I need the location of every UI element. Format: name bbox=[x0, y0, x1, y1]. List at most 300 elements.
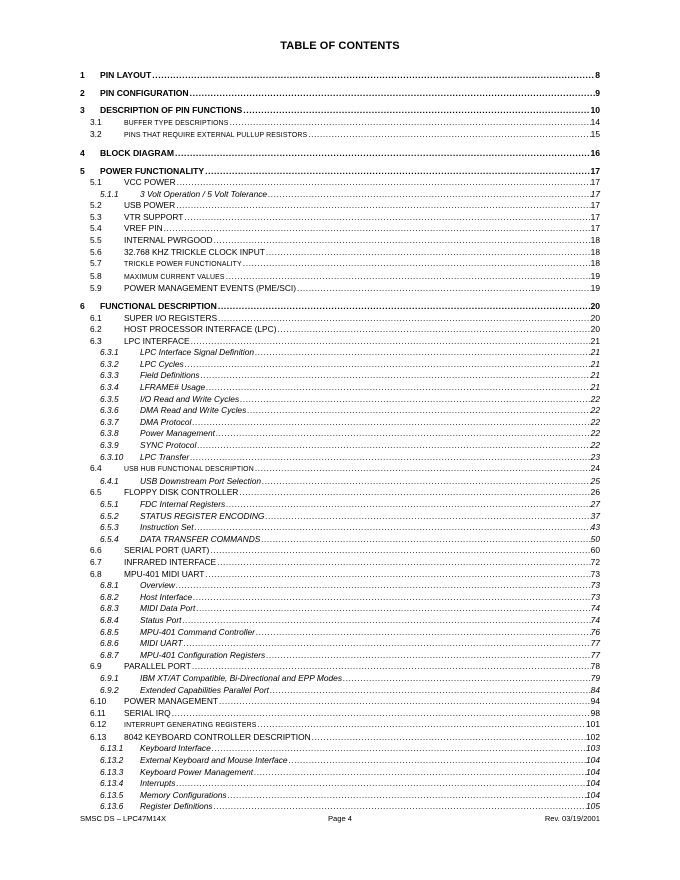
toc-entry-title: DMA Read and Write Cycles bbox=[140, 405, 247, 416]
toc-entry-title: Power Management bbox=[140, 428, 215, 439]
toc-entry-title: DESCRIPTION OF PIN FUNCTIONS bbox=[100, 105, 243, 116]
footer-document-id: SMSC DS – LPC47M14X bbox=[80, 814, 167, 823]
toc-dot-leader bbox=[215, 428, 591, 440]
toc-dot-leader bbox=[213, 235, 591, 247]
toc-entry[interactable] bbox=[80, 235, 600, 247]
toc-dot-leader bbox=[307, 129, 590, 141]
toc-entry-number: 6.3.6 bbox=[100, 405, 119, 416]
toc-entry-number: 5.2 bbox=[90, 200, 102, 211]
toc-entry-number: 6.13.6 bbox=[100, 801, 124, 812]
toc-entry[interactable] bbox=[80, 200, 600, 212]
toc-dot-leader bbox=[163, 223, 591, 235]
toc-entry-title: LPC Transfer bbox=[140, 451, 190, 462]
toc-entry[interactable] bbox=[80, 417, 600, 429]
toc-entry-page: 20 bbox=[590, 312, 600, 323]
toc-entry-page: 76 bbox=[590, 626, 600, 637]
toc-entry[interactable] bbox=[80, 487, 600, 499]
toc-dot-leader bbox=[269, 685, 591, 697]
toc-entry-title: DMA Protocol bbox=[140, 416, 192, 427]
toc-dot-leader bbox=[265, 650, 590, 662]
toc-entry[interactable] bbox=[80, 347, 600, 359]
toc-entry[interactable] bbox=[80, 177, 600, 189]
toc-entry[interactable] bbox=[80, 324, 600, 336]
toc-entry-number: 6.3 bbox=[90, 335, 102, 346]
toc-dot-leader bbox=[175, 580, 591, 592]
toc-entry-title: VTR SUPPORT bbox=[124, 211, 184, 222]
toc-entry[interactable] bbox=[80, 394, 600, 406]
toc-entry-title: Extended Capabilities Parallel Port bbox=[140, 684, 269, 695]
toc-dot-leader bbox=[296, 283, 591, 295]
toc-entry[interactable] bbox=[80, 580, 600, 592]
toc-entry-number: 6.3.5 bbox=[100, 393, 119, 404]
toc-dot-leader bbox=[257, 719, 587, 731]
toc-entry-title: Memory Configurations bbox=[140, 789, 227, 800]
toc-entry-number: 6.6 bbox=[90, 545, 102, 556]
toc-entry[interactable] bbox=[80, 790, 600, 802]
footer-page-number: Page 4 bbox=[327, 814, 353, 823]
toc-entry-title: MPU-401 Command Controller bbox=[140, 626, 255, 637]
toc-entry-number: 6.7 bbox=[90, 556, 102, 567]
toc-entry[interactable] bbox=[80, 313, 600, 325]
toc-entry-title: SYNC Protocol bbox=[140, 440, 197, 451]
toc-entry-number: 6.5 bbox=[90, 487, 102, 498]
toc-entry-page: 77 bbox=[590, 649, 600, 660]
toc-dot-leader bbox=[205, 382, 591, 394]
toc-entry-page: 17 bbox=[590, 188, 600, 199]
toc-entry[interactable] bbox=[80, 258, 600, 271]
toc-dot-leader bbox=[217, 313, 591, 325]
toc-entry-number: 6.1 bbox=[90, 312, 102, 323]
toc-entry[interactable] bbox=[80, 452, 600, 464]
toc-dot-leader bbox=[229, 117, 591, 129]
toc-entry[interactable] bbox=[80, 223, 600, 235]
toc-dot-leader bbox=[238, 487, 590, 499]
toc-entry-page: 94 bbox=[590, 696, 600, 707]
toc-entry[interactable] bbox=[80, 428, 600, 440]
toc-entry-title: Register Definitions bbox=[140, 801, 213, 812]
toc-entry-title: LPC INTERFACE bbox=[124, 335, 190, 346]
toc-entry-page: 73 bbox=[590, 591, 600, 602]
toc-entry-page: 19 bbox=[590, 283, 600, 294]
toc-dot-leader bbox=[183, 212, 590, 224]
toc-entry-number: 6.2 bbox=[90, 324, 102, 335]
toc-entry-page: 17 bbox=[590, 223, 600, 234]
toc-entry-title: INTERRUPT GENERATING REGISTERS bbox=[124, 722, 257, 730]
toc-entry[interactable] bbox=[80, 499, 600, 511]
toc-entry-page: 10 bbox=[590, 105, 600, 116]
toc-entry-title: TRICKLE POWER FUNCTIONALITY bbox=[124, 261, 242, 269]
toc-entry-number: 6.4 bbox=[90, 463, 102, 474]
toc-dot-leader bbox=[194, 522, 591, 534]
toc-entry-number: 5.1.1 bbox=[100, 188, 119, 199]
toc-entry[interactable] bbox=[80, 603, 600, 615]
toc-dot-leader bbox=[190, 336, 591, 348]
toc-entry[interactable] bbox=[80, 117, 600, 130]
toc-entry[interactable] bbox=[80, 148, 600, 159]
toc-dot-leader bbox=[192, 592, 591, 604]
toc-entry-page: 21 bbox=[590, 382, 600, 393]
toc-entry-page: 26 bbox=[590, 487, 600, 498]
toc-entry-number: 6.8 bbox=[90, 568, 102, 579]
toc-entry-title: IBM XT/AT Compatible, Bi-Directional and EPP Modes bbox=[140, 672, 343, 683]
toc-dot-leader bbox=[265, 247, 591, 259]
toc-entry-title: FDC Internal Registers bbox=[140, 499, 226, 509]
toc-entry-page: 24 bbox=[590, 463, 600, 474]
toc-entry[interactable] bbox=[80, 755, 600, 767]
toc-entry-page: 104 bbox=[586, 789, 600, 800]
toc-entry-page: 73 bbox=[590, 580, 600, 591]
toc-entry-number: 6.3.3 bbox=[100, 370, 119, 381]
toc-dot-leader bbox=[209, 545, 590, 557]
toc-entry-title: USB HUB FUNCTIONAL DESCRIPTION bbox=[124, 466, 254, 474]
toc-entry-number: 6.4.1 bbox=[100, 475, 119, 486]
toc-entry-title: I/O Read and Write Cycles bbox=[140, 393, 240, 404]
toc-entry-number: 6.9.1 bbox=[100, 672, 119, 683]
toc-entry-title: MPU-401 Configuration Registers bbox=[140, 649, 266, 660]
toc-entry-number: 6.13 bbox=[90, 731, 107, 742]
toc-entry[interactable] bbox=[80, 615, 600, 627]
toc-entry[interactable] bbox=[80, 166, 600, 177]
toc-entry[interactable] bbox=[80, 661, 600, 673]
toc-entry-number: 3 bbox=[80, 105, 85, 116]
toc-dot-leader bbox=[311, 732, 586, 744]
toc-entry-title: VREF PIN bbox=[124, 223, 163, 234]
toc-dot-leader bbox=[189, 88, 596, 99]
toc-entry-title: SUPER I/O REGISTERS bbox=[124, 312, 218, 323]
toc-dot-leader bbox=[191, 661, 591, 673]
toc-entry-page: 21 bbox=[590, 358, 600, 369]
toc-entry-page: 18 bbox=[590, 258, 600, 269]
toc-entry-number: 6.3.1 bbox=[100, 347, 119, 358]
toc-entry[interactable] bbox=[80, 767, 600, 779]
toc-entry-title: LFRAME# Usage bbox=[140, 382, 206, 393]
toc-dot-leader bbox=[183, 638, 591, 650]
toc-dot-leader bbox=[254, 463, 591, 475]
toc-entry[interactable] bbox=[80, 70, 600, 81]
toc-entry-page: 20 bbox=[590, 324, 600, 335]
toc-entry-page: 17 bbox=[590, 165, 600, 176]
toc-entry-page: 22 bbox=[590, 405, 600, 416]
toc-entry-page: 84 bbox=[590, 684, 600, 695]
toc-entry-title: LPC Cycles bbox=[140, 358, 184, 369]
toc-entry[interactable] bbox=[80, 129, 600, 142]
toc-dot-leader bbox=[189, 452, 590, 464]
toc-entry-number: 6.13.3 bbox=[100, 766, 124, 777]
toc-entry-title: Field Definitions bbox=[140, 370, 200, 381]
toc-dot-leader bbox=[175, 778, 586, 790]
toc-dot-leader bbox=[253, 767, 586, 779]
toc-dot-leader bbox=[174, 148, 590, 159]
toc-entry[interactable] bbox=[80, 522, 600, 534]
toc-entry[interactable] bbox=[80, 301, 600, 312]
toc-entry-title: MAXIMUM CURRENT VALUES bbox=[124, 273, 225, 281]
toc-entry[interactable] bbox=[80, 534, 600, 546]
toc-entry-title: PINS THAT REQUIRE EXTERNAL PULLUP RESISTORS bbox=[124, 132, 308, 140]
toc-entry-page: 17 bbox=[590, 200, 600, 211]
toc-entry[interactable] bbox=[80, 476, 600, 488]
toc-entry-number: 6.3.10 bbox=[100, 451, 124, 462]
toc-entry-number: 6.3.7 bbox=[100, 416, 119, 427]
toc-entry[interactable] bbox=[80, 650, 600, 662]
toc-entry[interactable] bbox=[80, 569, 600, 581]
toc-entry-number: 5.9 bbox=[90, 283, 102, 294]
toc-entry-number: 6.13.1 bbox=[100, 743, 124, 754]
toc-entry-title: Interrupts bbox=[140, 778, 176, 789]
toc-entry-title: USB POWER bbox=[124, 200, 176, 211]
toc-entry[interactable] bbox=[80, 545, 600, 557]
toc-entry-number: 6.3.8 bbox=[100, 428, 119, 439]
toc-entry[interactable] bbox=[80, 685, 600, 697]
toc-entry-title: LPC Interface Signal Definition bbox=[140, 347, 255, 358]
toc-entry-page: 103 bbox=[586, 743, 600, 754]
toc-entry-page: 98 bbox=[590, 707, 600, 718]
toc-entry[interactable] bbox=[80, 778, 600, 790]
toc-dot-leader bbox=[254, 347, 591, 359]
toc-entry-title: External Keyboard and Mouse Interface bbox=[140, 755, 288, 766]
toc-entry-number: 5.1 bbox=[90, 176, 102, 187]
toc-entry-page: 22 bbox=[590, 416, 600, 427]
toc-entry-page: 104 bbox=[586, 766, 600, 777]
toc-entry-page: 104 bbox=[586, 778, 600, 789]
toc-entry-page: 37 bbox=[590, 510, 600, 521]
toc-entry-number: 6.5.3 bbox=[100, 522, 119, 533]
toc-entry-number: 6.8.7 bbox=[100, 649, 119, 660]
toc-entry-title: Keyboard Interface bbox=[140, 743, 211, 754]
toc-entry-title: MIDI UART bbox=[140, 638, 183, 649]
toc-entry-title: Host Interface bbox=[140, 591, 193, 602]
toc-dot-leader bbox=[225, 271, 591, 283]
toc-entry-number: 6.8.1 bbox=[100, 580, 119, 591]
toc-dot-leader bbox=[242, 105, 590, 116]
toc-entry-page: 105 bbox=[586, 801, 600, 812]
toc-entry-page: 8 bbox=[595, 70, 600, 80]
toc-entry[interactable] bbox=[80, 696, 600, 708]
toc-entry-page: 74 bbox=[590, 603, 600, 614]
toc-dot-leader bbox=[176, 177, 591, 189]
toc-entry-page: 78 bbox=[590, 661, 600, 672]
toc-entry-page: 27 bbox=[590, 499, 600, 509]
toc-entry-number: 6.5.1 bbox=[100, 499, 119, 509]
toc-entry-page: 22 bbox=[590, 428, 600, 439]
toc-entry-page: 74 bbox=[590, 614, 600, 625]
toc-entry-title: Status Port bbox=[140, 614, 182, 625]
toc-entry-number: 4 bbox=[80, 147, 85, 158]
toc-entry-number: 6.8.2 bbox=[100, 591, 119, 602]
toc-entry[interactable] bbox=[80, 627, 600, 639]
footer-revision: Rev. 03/19/2001 bbox=[544, 814, 600, 823]
toc-entry-number: 6.8.6 bbox=[100, 638, 119, 649]
toc-entry-title: 3 Volt Operation / 5 Volt Tolerance bbox=[140, 188, 268, 199]
toc-entry-number: 6.3.2 bbox=[100, 358, 119, 369]
toc-entry-page: 23 bbox=[590, 451, 600, 462]
toc-entry-page: 18 bbox=[590, 246, 600, 257]
toc-entry-number: 5.8 bbox=[90, 270, 102, 281]
toc-entry-page: 73 bbox=[590, 568, 600, 579]
toc-entry-number: 6.8.4 bbox=[100, 614, 119, 625]
toc-entry-page: 43 bbox=[590, 522, 600, 533]
toc-dot-leader bbox=[151, 70, 595, 81]
toc-entry-page: 14 bbox=[590, 116, 600, 127]
toc-entry[interactable] bbox=[80, 708, 600, 720]
toc-entry-title: INTERNAL PWRGOOD bbox=[124, 234, 213, 245]
toc-dot-leader bbox=[171, 708, 591, 720]
toc-entry-number: 5.7 bbox=[90, 258, 102, 269]
toc-dot-leader bbox=[288, 755, 586, 767]
toc-entry[interactable] bbox=[80, 673, 600, 685]
toc-entry-title: HOST PROCESSOR INTERFACE (LPC) bbox=[124, 324, 277, 335]
toc-entry-title: BLOCK DIAGRAM bbox=[100, 147, 174, 158]
toc-entry-title: 8042 KEYBOARD CONTROLLER DESCRIPTION bbox=[124, 731, 311, 742]
toc-entry-page: 16 bbox=[590, 147, 600, 158]
toc-entry[interactable] bbox=[80, 511, 600, 523]
toc-entry-page: 102 bbox=[586, 731, 600, 742]
toc-entry[interactable] bbox=[80, 247, 600, 259]
toc-dot-leader bbox=[218, 696, 591, 708]
toc-entry-page: 72 bbox=[590, 556, 600, 567]
toc-entry[interactable] bbox=[80, 743, 600, 755]
toc-entry-number: 5.3 bbox=[90, 211, 102, 222]
toc-entry-title: SERIAL IRQ bbox=[124, 707, 171, 718]
toc-dot-leader bbox=[255, 627, 591, 639]
toc-entry[interactable] bbox=[80, 189, 600, 201]
toc-dot-leader bbox=[239, 394, 591, 406]
toc-entry-page: 21 bbox=[590, 347, 600, 358]
toc-entry-page: 101 bbox=[586, 719, 600, 730]
toc-entry-title: INFRARED INTERFACE bbox=[124, 556, 217, 567]
toc-entry-title: DATA TRANSFER COMMANDS bbox=[140, 533, 261, 544]
toc-dot-leader bbox=[227, 790, 586, 802]
toc-dot-leader bbox=[242, 258, 591, 270]
toc-entry-number: 6.3.9 bbox=[100, 440, 119, 451]
toc-entry-page: 60 bbox=[590, 545, 600, 556]
toc-entry-number: 6.13.2 bbox=[100, 755, 124, 766]
toc-entry-title: MPU-401 MIDI UART bbox=[124, 568, 205, 579]
toc-entry-number: 5.6 bbox=[90, 246, 102, 257]
toc-entry-page: 25 bbox=[590, 475, 600, 486]
toc-entry-page: 21 bbox=[590, 370, 600, 381]
toc-entry-title: 32.768 KHZ TRICKLE CLOCK INPUT bbox=[124, 246, 265, 257]
toc-entry-page: 79 bbox=[590, 672, 600, 683]
toc-entry[interactable] bbox=[80, 638, 600, 650]
toc-entry-number: 6.13.5 bbox=[100, 789, 124, 800]
toc-dot-leader bbox=[184, 359, 591, 371]
toc-entry[interactable] bbox=[80, 719, 600, 732]
toc-entry-number: 6.5.2 bbox=[100, 510, 119, 521]
toc-entry[interactable] bbox=[80, 212, 600, 224]
toc-entry-title: Keyboard Power Management bbox=[140, 766, 254, 777]
toc-entry-page: 104 bbox=[586, 755, 600, 766]
toc-entry-number: 6.8.5 bbox=[100, 626, 119, 637]
toc-entry[interactable] bbox=[80, 283, 600, 295]
toc-entry-title: MIDI Data Port bbox=[140, 603, 196, 614]
toc-entry-number: 2 bbox=[80, 87, 85, 98]
toc-entry-number: 6.8.3 bbox=[100, 603, 119, 614]
toc-dot-leader bbox=[175, 200, 590, 212]
toc-entry[interactable] bbox=[80, 88, 600, 99]
toc-entry-page: 22 bbox=[590, 440, 600, 451]
toc-dot-leader bbox=[181, 615, 590, 627]
toc-entry-title: PARALLEL PORT bbox=[124, 661, 191, 672]
toc-entry-title: POWER MANAGEMENT EVENTS (PME/SCI) bbox=[124, 283, 297, 294]
toc-entry[interactable] bbox=[80, 271, 600, 284]
toc-dot-leader bbox=[213, 801, 586, 813]
toc-dot-leader bbox=[276, 324, 590, 336]
toc-dot-leader bbox=[246, 405, 590, 417]
toc-entry[interactable] bbox=[80, 405, 600, 417]
toc-entry[interactable] bbox=[80, 359, 600, 371]
toc-entry-title: SERIAL PORT (UART) bbox=[124, 545, 210, 556]
toc-entry-page: 18 bbox=[590, 234, 600, 245]
toc-entry-number: 6.9 bbox=[90, 661, 102, 672]
table-of-contents bbox=[80, 70, 600, 813]
toc-entry[interactable] bbox=[80, 370, 600, 382]
toc-entry-page: 15 bbox=[590, 129, 600, 140]
toc-entry[interactable] bbox=[80, 801, 600, 813]
toc-entry[interactable] bbox=[80, 557, 600, 569]
toc-entry-page: 22 bbox=[590, 393, 600, 404]
toc-entry-number: 6.9.2 bbox=[100, 684, 119, 695]
toc-entry[interactable] bbox=[80, 382, 600, 394]
toc-entry-number: 5 bbox=[80, 165, 85, 176]
toc-entry-title: Overview bbox=[140, 580, 175, 591]
toc-entry-number: 3.2 bbox=[90, 129, 102, 140]
toc-entry-number: 5.4 bbox=[90, 223, 102, 234]
toc-dot-leader bbox=[267, 189, 591, 201]
toc-entry[interactable] bbox=[80, 440, 600, 452]
toc-dot-leader bbox=[217, 301, 591, 312]
toc-entry-page: 21 bbox=[590, 335, 600, 346]
toc-entry[interactable] bbox=[80, 336, 600, 348]
toc-dot-leader bbox=[342, 673, 591, 685]
toc-dot-leader bbox=[225, 499, 590, 511]
toc-dot-leader bbox=[200, 370, 591, 382]
toc-dot-leader bbox=[204, 569, 590, 581]
toc-entry-title: FUNCTIONAL DESCRIPTION bbox=[100, 301, 217, 312]
toc-entry-title: FLOPPY DISK CONTROLLER bbox=[124, 487, 239, 498]
toc-dot-leader bbox=[211, 743, 586, 755]
toc-entry-number: 6.10 bbox=[90, 696, 107, 707]
toc-entry-page: 50 bbox=[590, 533, 600, 544]
toc-entry-page: 77 bbox=[590, 638, 600, 649]
toc-entry[interactable] bbox=[80, 732, 600, 744]
toc-dot-leader bbox=[204, 166, 590, 177]
toc-dot-leader bbox=[216, 557, 591, 569]
toc-entry-title: BUFFER TYPE DESCRIPTIONS bbox=[124, 119, 229, 127]
toc-entry-page: 19 bbox=[590, 270, 600, 281]
toc-entry-number: 6.11 bbox=[90, 707, 106, 718]
toc-entry-page: 9 bbox=[595, 87, 600, 98]
toc-entry-number: 1 bbox=[80, 70, 85, 80]
toc-dot-leader bbox=[196, 440, 590, 452]
toc-entry[interactable] bbox=[80, 592, 600, 604]
toc-entry-title: POWER FUNCTIONALITY bbox=[100, 165, 205, 176]
toc-entry[interactable] bbox=[80, 463, 600, 476]
toc-entry-number: 6 bbox=[80, 301, 85, 312]
toc-entry[interactable] bbox=[80, 105, 600, 116]
toc-entry-title: PIN LAYOUT bbox=[100, 70, 152, 80]
toc-entry-number: 6.5.4 bbox=[100, 533, 119, 544]
toc-dot-leader bbox=[261, 476, 591, 488]
toc-entry-title: VCC POWER bbox=[124, 176, 176, 187]
toc-entry-title: PIN CONFIGURATION bbox=[100, 87, 189, 98]
toc-entry-number: 6.3.4 bbox=[100, 382, 119, 393]
toc-entry-title: Instruction Set bbox=[140, 522, 194, 533]
page-title: TABLE OF CONTENTS bbox=[280, 40, 400, 52]
toc-entry-page: 20 bbox=[590, 301, 600, 312]
toc-entry-number: 5.5 bbox=[90, 234, 102, 245]
toc-dot-leader bbox=[195, 603, 590, 615]
toc-entry-page: 17 bbox=[590, 176, 600, 187]
